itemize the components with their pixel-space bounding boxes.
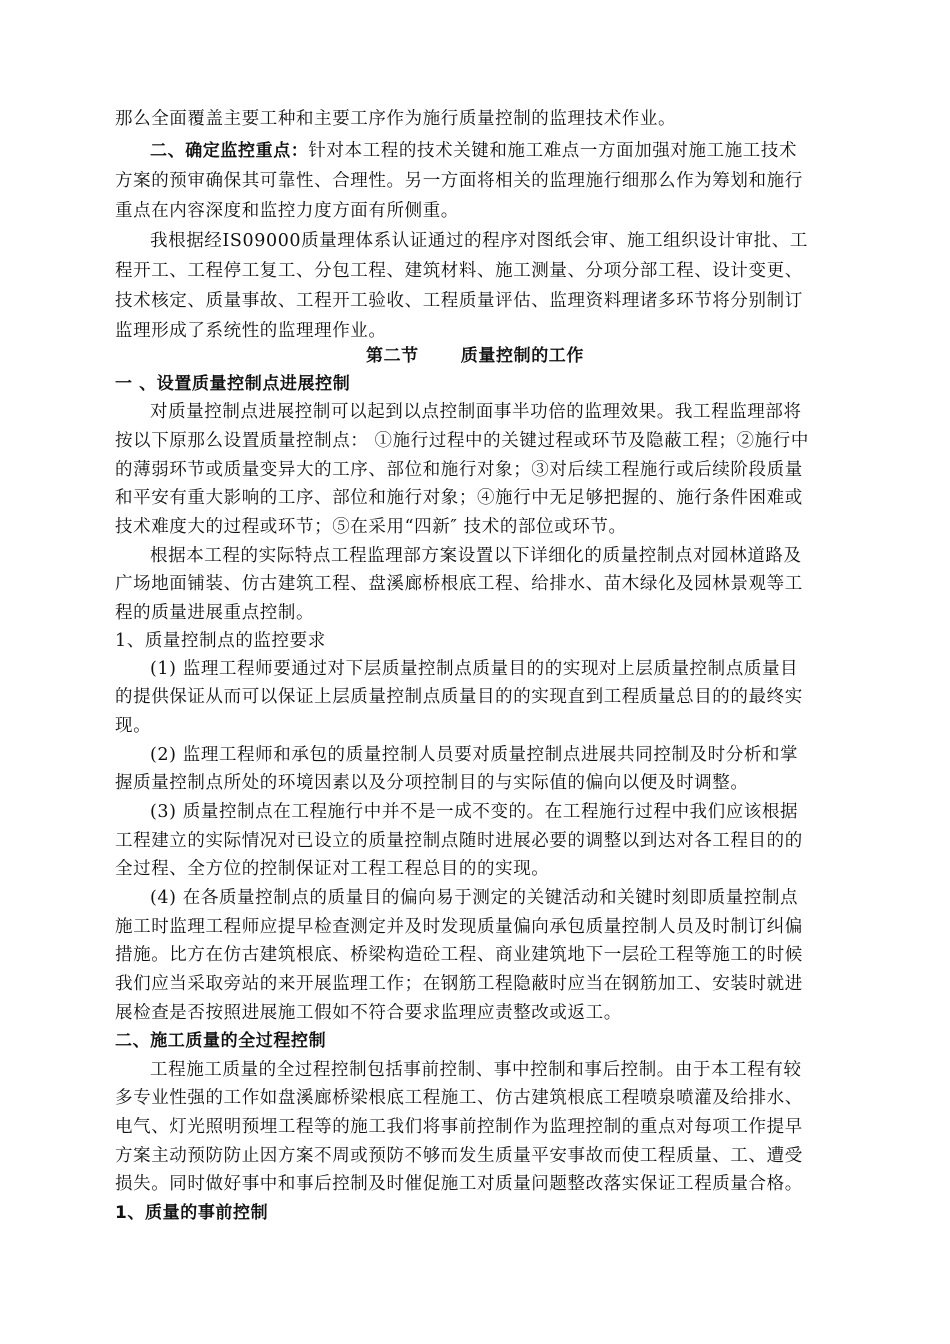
paragraph-line: (4) 在各质量控制点的质量目的偏向易于测定的关键活动和关键时刻即质量控制点	[150, 888, 799, 908]
paragraph-line: 展检查是否按照进展施工假如不符合要求监理应责整改或返工。	[115, 1003, 622, 1023]
subheading: 1、质量控制点的监控要求	[115, 631, 326, 651]
paragraph-line: 现。	[115, 716, 152, 736]
paragraph-line: 的薄弱环节或质量变异大的工序、部位和施行对象；③对后续工程施行或后续阶段质量	[115, 460, 803, 480]
paragraph-line: 和平安有重大影响的工序、部位和施行对象；④施行中无足够把握的、施行条件困难或	[115, 488, 803, 508]
paragraph-line: 损失。同时做好事中和事后控制及时催促施工对质量问题整改落实保证工程质量合格。	[115, 1174, 803, 1194]
paragraph-line: 方案的预审确保其可靠性、合理性。另一方面将相关的监理施行细那么作为筹划和施行	[115, 171, 803, 191]
paragraph-line: 二、确定监控重点：针对本工程的技术关键和施工难点一方面加强对施工施工技术	[150, 141, 798, 161]
heading: 一 、设置质量控制点进展控制	[115, 374, 351, 394]
paragraph-line: 工程施工质量的全过程控制包括事前控制、事中控制和事后控制。由于本工程有较	[150, 1060, 802, 1080]
paragraph-line: 那么全面覆盖主要工种和主要工序作为施行质量控制的监理技术作业。	[115, 109, 677, 129]
paragraph-line: 对质量控制点进展控制可以起到以点控制面事半功倍的监理效果。我工程监理部将	[150, 402, 802, 422]
paragraph-line: 我根据经IS09000质量理体系认证通过的程序对图纸会审、施工组织设计审批、工	[150, 231, 808, 251]
paragraph-line: (3) 质量控制点在工程施行中并不是一成不变的。在工程施行过程中我们应该根据	[150, 802, 799, 822]
paragraph-line: 工程建立的实际情况对已设立的质量控制点随时进展必要的调整以到达对各工程目的的	[115, 831, 803, 851]
paragraph-line: 我们应当采取旁站的来开展监理工作；在钢筋工程隐蔽时应当在钢筋加工、安装时就进	[115, 974, 803, 994]
paragraph-line: 全过程、全方位的控制保证对工程工程总目的的实现。	[115, 859, 550, 879]
heading: 二、施工质量的全过程控制	[115, 1031, 327, 1051]
paragraph-line: 重点在内容深度和监控力度方面有所侧重。	[115, 201, 459, 221]
paragraph-line: 广场地面铺装、仿古建筑工程、盘溪廊桥根底工程、给排水、苗木绿化及园林景观等工	[115, 574, 803, 594]
paragraph-line: 多专业性强的工作如盘溪廊桥梁根底工程施工、仿古建筑根底工程喷泉喷灌及给排水、	[115, 1088, 803, 1108]
paragraph-line: 程开工、工程停工复工、分包工程、建筑材料、施工测量、分项分部工程、设计变更、	[115, 261, 803, 281]
paragraph-line: 方案主动预防防止因方案不周或预防不够而发生质量平安事故而使工程质量、工、遭受	[115, 1146, 803, 1166]
subheading: 1、质量的事前控制	[115, 1203, 269, 1223]
paragraph-line: 握质量控制点所处的环境因素以及分项控制目的与实际值的偏向以便及时调整。	[115, 773, 749, 793]
paragraph-line: 技术核定、质量事故、工程开工验收、工程质量评估、监理资料理诸多环节将分别制订	[115, 291, 803, 311]
paragraph-line: 程的质量进展重点控制。	[115, 603, 315, 623]
paragraph-line: 施工时监理工程师应提早检查测定并及时发现质量偏向承包质量控制人员及时制订纠偏	[115, 917, 803, 937]
paragraph-line: 按以下原那么设置质量控制点： ①施行过程中的关键过程或环节及隐蔽工程；②施行中	[115, 431, 809, 451]
paragraph-line: 的提供保证从而可以保证上层质量控制点质量目的的实现直到工程质量总目的的最终实	[115, 687, 803, 707]
paragraph-line: 电气、灯光照明预埋工程等的施工我们将事前控制作为监理控制的重点对每项工作提早	[115, 1117, 803, 1137]
paragraph-line: 监理形成了系统性的监理理作业。	[115, 321, 387, 341]
section-title: 第二节 质量控制的工作	[365, 346, 584, 366]
section-heading: 二、确定监控重点：	[150, 141, 309, 161]
paragraph-line: 根据本工程的实际特点工程监理部方案设置以下详细化的质量控制点对园林道路及	[150, 546, 802, 566]
paragraph-line: (2) 监理工程师和承包的质量控制人员要对质量控制点进展共同控制及时分析和掌	[150, 745, 799, 765]
paragraph-line: 技术难度大的过程或环节；⑤在采用“四新″ 技术的部位或环节。	[115, 517, 627, 537]
paragraph-line: (1) 监理工程师要通过对下层质量控制点质量目的的实现对上层质量控制点质量目	[150, 659, 799, 679]
paragraph-line: 措施。比方在仿古建筑根底、桥梁构造砼工程、商业建筑地下一层砼工程等施工的时候	[115, 945, 803, 965]
